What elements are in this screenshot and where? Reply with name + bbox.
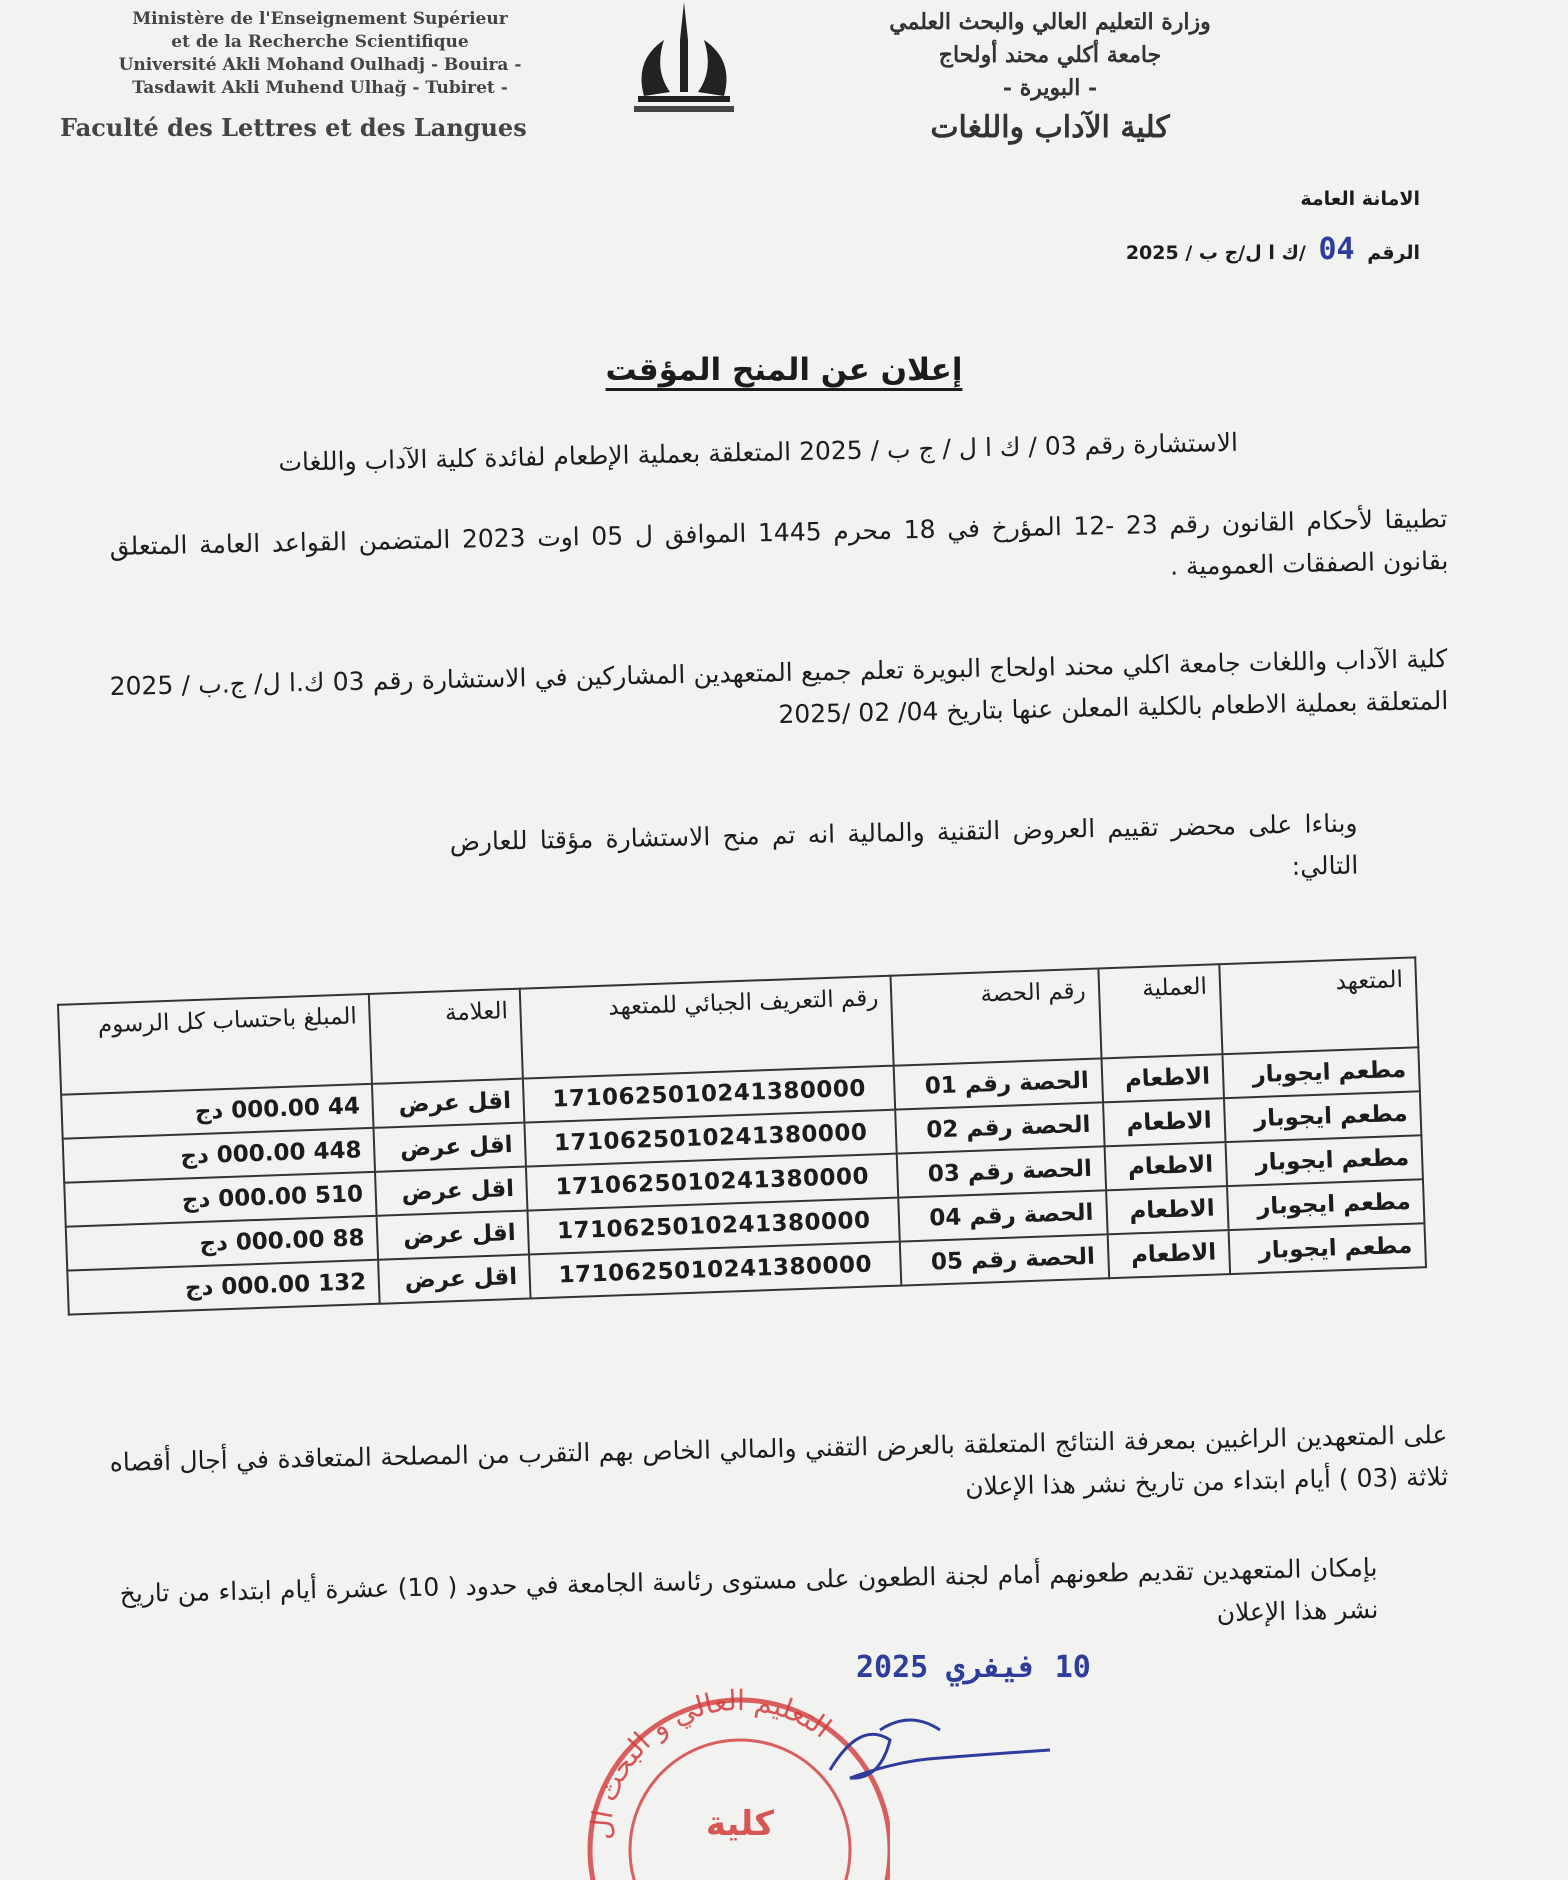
reference-suffix: /ك ا ل/ج ب / 2025 <box>1125 242 1306 264</box>
signature <box>820 1700 1060 1800</box>
cell-amount: 88 000.00 دج <box>66 1216 379 1271</box>
university-logo <box>624 0 744 118</box>
cell-lot: الحصة رقم 02 <box>895 1102 1104 1153</box>
cell-tax-id: 1710625010241380000 <box>529 1242 901 1299</box>
consultation-subtitle: الاستشارة رقم 03 / ك ا ل / ج ب / 2025 المتعلقة بعملية الإطعام لفائدة كلية الآداب واللغات <box>278 427 1239 477</box>
cell-lot: الحصة رقم 05 <box>900 1234 1109 1285</box>
fr-ministry-line-2: et de la Recherche Scientifique <box>171 32 469 52</box>
award-table <box>57 956 1427 1315</box>
cell-lot: الحصة رقم 04 <box>898 1190 1107 1241</box>
reference-handwritten-number: 04 <box>1318 232 1355 267</box>
cell-amount: 510 000.00 دج <box>64 1172 377 1227</box>
fr-university: Université Akli Mohand Oulhadj - Bouira - <box>118 55 522 75</box>
cell-operation: الاطعام <box>1101 1054 1224 1102</box>
cell-bidder: مطعم ايجوبار <box>1228 1223 1426 1274</box>
cell-tax-id: 1710625010241380000 <box>523 1066 895 1123</box>
award-table-wrapper <box>57 956 1427 1315</box>
fr-faculty: Faculté des Lettres et des Langues <box>60 113 527 142</box>
col-score: العلامة <box>369 989 523 1084</box>
col-bidder: المتعهد <box>1219 957 1418 1054</box>
cell-amount: 44 000.00 دج <box>61 1084 374 1139</box>
cell-amount: 132 000.00 دج <box>67 1260 380 1315</box>
cell-operation: الاطعام <box>1106 1186 1229 1234</box>
col-amount: المبلغ باحتساب كل الرسوم <box>58 994 372 1095</box>
paragraph-results-info: على المتعهدين الراغبين بمعرفة النتائج المتعلقة بالعرض التقني والمالي الخاص بهم التقرب من المصلحة المتعاقدة في أجال أقصاه ثلاثة (03 ) أيام ابتداء من تاريخ نشر هذا الإعلان <box>109 1419 1449 1502</box>
page-title: إعلان عن المنح المؤقت <box>605 352 963 388</box>
secretariat-label: الامانة العامة <box>1300 188 1420 210</box>
cell-score: اقل عرض <box>374 1123 527 1172</box>
signature-date: 10 فيفري 2025 <box>856 1650 1091 1685</box>
cell-bidder: مطعم ايجوبار <box>1224 1091 1422 1142</box>
reference-label: الرقم <box>1367 242 1420 264</box>
paragraph-notification: كلية الآداب واللغات جامعة اكلي محند اولحاج البويرة تعلم جميع المتعهدين المشاركين في الاستشارة رقم 03 ك.ا ل/ ج.ب / 2025 المتعلقة بعملية الاطعام بالكلية المعلن عنها بتاريخ 04/ 02 /2025 <box>109 643 1449 730</box>
stamp-center-text: كلية <box>705 1804 775 1844</box>
reference-number <box>1126 232 1420 267</box>
cell-lot: الحصة رقم 01 <box>894 1058 1103 1109</box>
cell-operation: الاطعام <box>1103 1098 1226 1146</box>
header-french <box>60 8 580 142</box>
cell-score: اقل عرض <box>375 1167 528 1216</box>
fr-ministry-line-1: Ministère de l'Enseignement Supérieur <box>132 9 508 29</box>
cell-score: اقل عرض <box>377 1211 530 1260</box>
paragraph-award: وبناءا على محضر تقييم العروض التقنية والمالية انه تم منح الاستشارة مؤقتا للعارض التالي: <box>449 808 1359 881</box>
cell-amount: 448 000.00 دج <box>63 1128 376 1183</box>
cell-bidder: مطعم ايجوبار <box>1222 1047 1420 1098</box>
cell-operation: الاطعام <box>1107 1230 1230 1278</box>
col-tax-id: رقم التعريف الجبائي للمتعهد <box>520 976 894 1079</box>
paragraph-appeals: بإمكان المتعهدين تقديم طعونهم أمام لجنة الطعون على مستوى رئاسة الجامعة في حدود ( 10) عشرة أيام ابتداء من تاريخ نشر هذا الإعلان <box>119 1552 1379 1628</box>
cell-operation: الاطعام <box>1104 1142 1227 1190</box>
cell-bidder: مطعم ايجوبار <box>1227 1179 1425 1230</box>
stamp-ring-text: التعليم العالي و البحث ال <box>583 1683 838 1841</box>
fr-tasdawit: Tasdawit Akli Muhend Ulhağ - Tubiret - <box>132 78 508 98</box>
cell-bidder: مطعم ايجوبار <box>1225 1135 1423 1186</box>
paragraph-legal-basis: تطبيقا لأحكام القانون رقم 23 -12 المؤرخ في 18 محرم 1445 الموافق ل 05 اوت 2023 المتضمن القواعد العامة المتعلق بقانون الصفقات العمومية . <box>109 503 1449 581</box>
cell-score: اقل عرض <box>378 1254 531 1303</box>
ar-ministry: وزارة التعليم العالي والبحث العلمي <box>889 9 1211 35</box>
cell-tax-id: 1710625010241380000 <box>528 1198 900 1255</box>
cell-lot: الحصة رقم 03 <box>897 1146 1106 1197</box>
cell-tax-id: 1710625010241380000 <box>525 1110 897 1167</box>
ar-faculty: كلية الآداب واللغات <box>930 110 1170 145</box>
col-operation: العملية <box>1098 964 1222 1058</box>
ar-university: جامعة أكلي محند أولحاج <box>938 42 1162 68</box>
header-arabic <box>850 6 1250 144</box>
col-lot-number: رقم الحصة <box>891 968 1101 1065</box>
cell-tax-id: 1710625010241380000 <box>526 1154 898 1211</box>
ar-city: - البويرة - <box>1002 75 1098 101</box>
cell-score: اقل عرض <box>372 1079 525 1128</box>
